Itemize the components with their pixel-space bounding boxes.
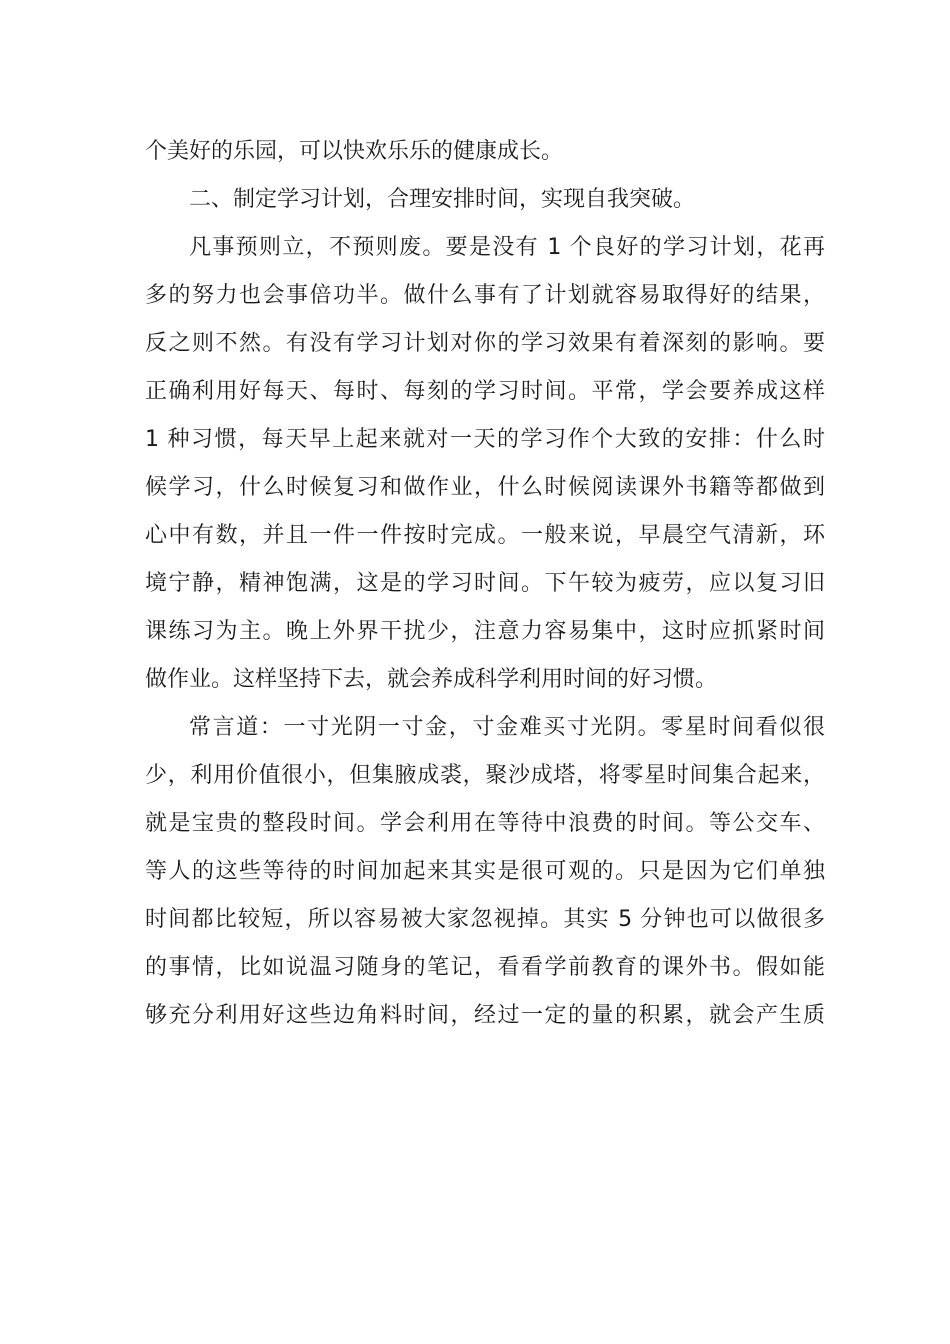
text-line: 常言道：一寸光阴一寸金，寸金难买寸光阴。零星时间看似很 <box>189 715 825 740</box>
text-line: 个美好的乐园，可以快欢乐乐的健康成长。 <box>145 139 564 164</box>
document-body <box>145 128 825 1040</box>
text-line: 就是宝贵的整段时间。学会利用在等待中浪费的时间。等公交车、 <box>145 811 825 836</box>
text-line: 够充分利用好这些边角料时间，经过一定的量的积累，就会产生质 <box>145 1003 825 1028</box>
text-line: 少，利用价值很小，但集腋成裘，聚沙成塔，将零星时间集合起来， <box>145 763 825 788</box>
text-line: 心中有数，并且一件一件按时完成。一般来说，早晨空气清新，环 <box>145 523 825 548</box>
section-heading: 二、制定学习计划，合理安排时间，实现自我突破。 <box>189 187 696 212</box>
text-line: 的事情，比如说温习随身的笔记，看看学前教育的课外书。假如能 <box>145 955 825 980</box>
text-line: 课练习为主。晚上外界干扰少，注意力容易集中，这时应抓紧时间 <box>145 619 825 644</box>
text-line: 凡事预则立，不预则废。要是没有 1 个良好的学习计划，花再 <box>189 235 825 260</box>
text-line: 境宁静，精神饱满，这是的学习时间。下午较为疲劳，应以复习旧 <box>145 571 825 596</box>
text-line: 多的努力也会事倍功半。做什么事有了计划就容易取得好的结果， <box>145 283 825 308</box>
text-line: 等人的这些等待的时间加起来其实是很可观的。只是因为它们单独 <box>145 859 825 884</box>
text-line: 1 种习惯，每天早上起来就对一天的学习作个大致的安排：什么时 <box>145 427 825 452</box>
text-line: 正确利用好每天、每时、每刻的学习时间。平常，学会要养成这样 <box>145 379 825 404</box>
text-line: 时间都比较短，所以容易被大家忽视掉。其实 5 分钟也可以做很多 <box>145 907 825 932</box>
text-line: 候学习，什么时候复习和做作业，什么时候阅读课外书籍等都做到 <box>145 475 825 500</box>
text-line: 反之则不然。有没有学习计划对你的学习效果有着深刻的影响。要 <box>145 331 825 356</box>
text-line: 做作业。这样坚持下去，就会养成科学利用时间的好习惯。 <box>145 667 718 692</box>
